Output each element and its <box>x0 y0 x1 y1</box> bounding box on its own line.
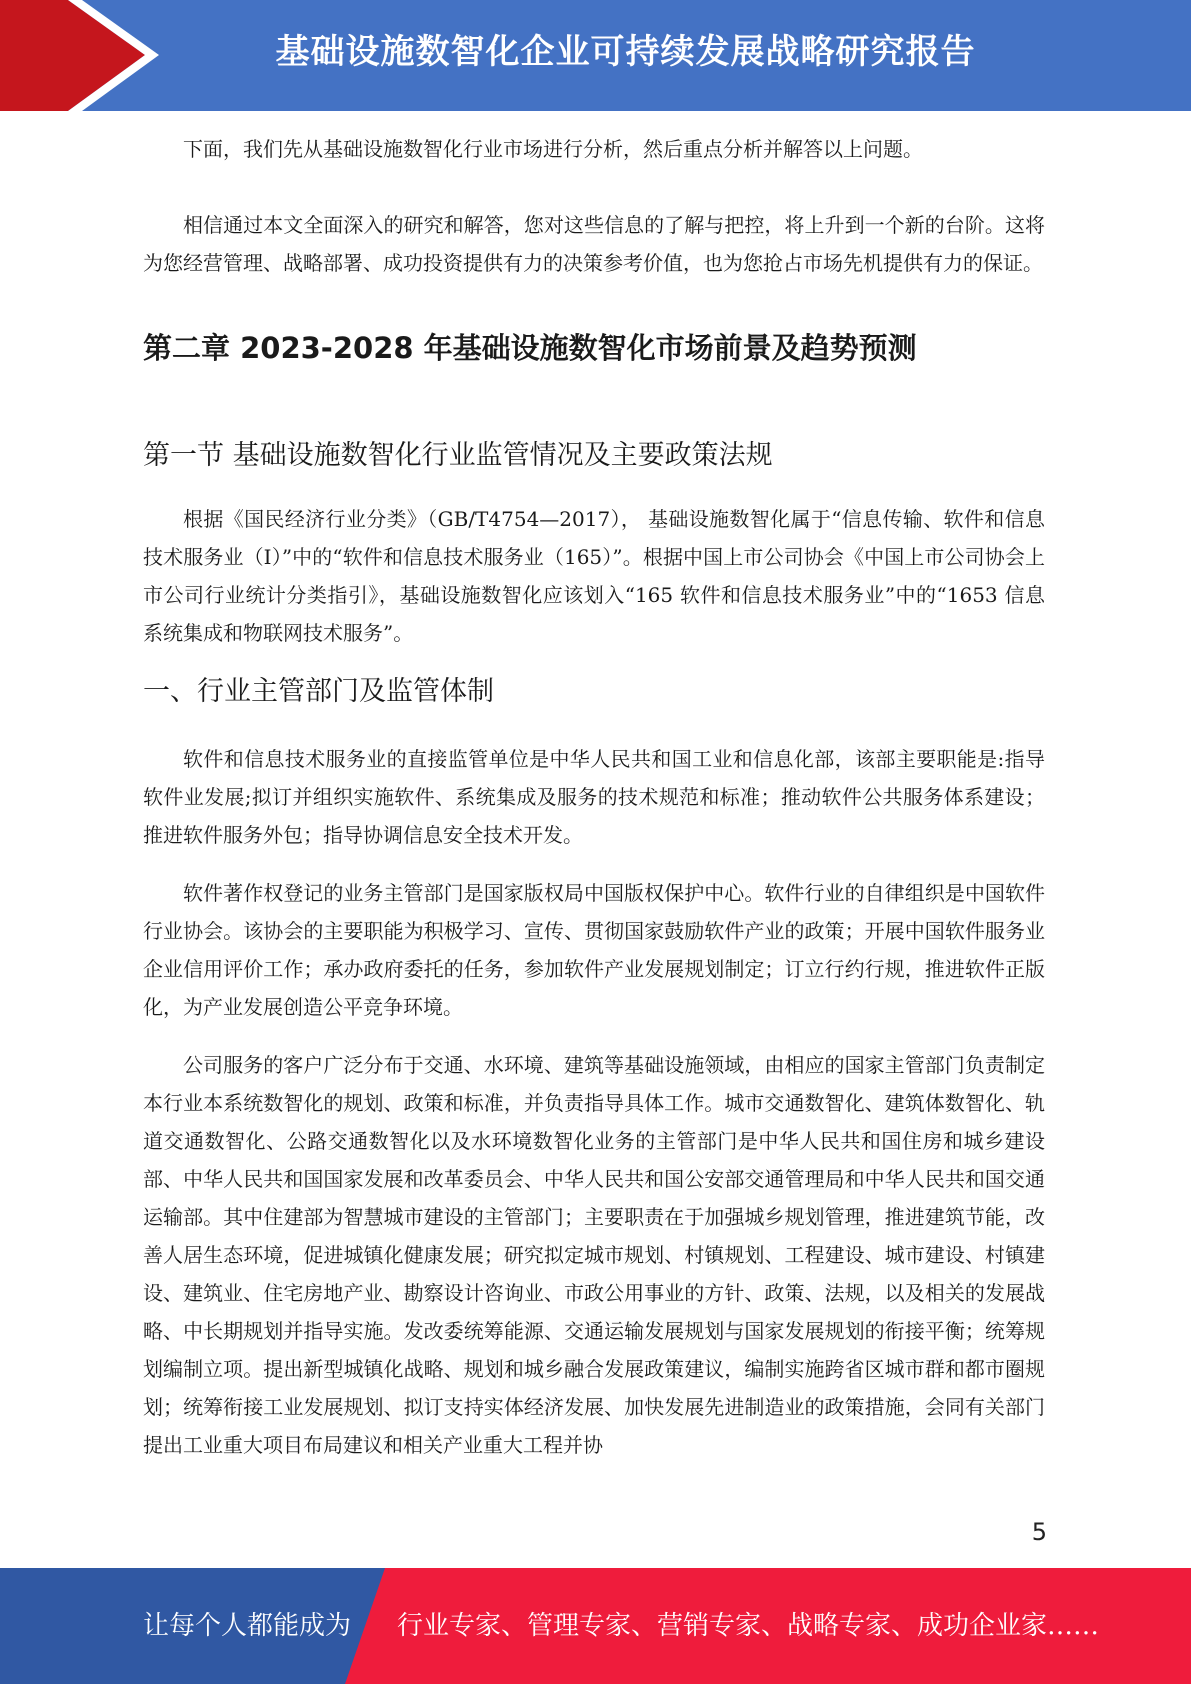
page-number: 5 <box>1031 1518 1047 1546</box>
section-heading: 第一节 基础设施数智化行业监管情况及主要政策法规 <box>143 440 773 471</box>
intro-paragraph-1: 下面，我们先从基础设施数智化行业市场进行分析，然后重点分析并解答以上问题。 <box>183 137 923 161</box>
document-body <box>143 130 1045 1464</box>
classification-paragraph: 根据《国民经济行业分类》（GB/T4754—2017）， 基础设施数智化属于“信息传输、软件和信息技术服务业（I）”中的“软件和信息技术服务业（165）”。根据中国上市公司协会《中国上市公司协会上市公司行业统计分类指引》，基础设施数智化应该划入“165 软件和信息技术服务业”中的“1653 信息系统集成和物联网技术服务”。 <box>143 507 1045 645</box>
subsection-heading: 一、行业主管部门及监管体制 <box>143 676 494 707</box>
copyright-paragraph: 软件著作权登记的业务主管部门是国家版权局中国版权保护中心。软件行业的自律组织是中国软件行业协会。该协会的主要职能为积极学习、宣传、贯彻国家鼓励软件产业的政策；开展中国软件服务业企业信用评价工作；承办政府委托的任务，参加软件产业发展规划制定；订立行约行规，推进软件正版化，为产业发展创造公平竞争环境。 <box>143 881 1045 1019</box>
intro-paragraph-2: 相信通过本文全面深入的研究和解答，您对这些信息的了解与把控，将上升到一个新的台阶。这将为您经营管理、战略部署、成功投资提供有力的决策参考价值，也为您抢占市场先机提供有力的保证。 <box>143 213 1045 275</box>
customers-paragraph: 公司服务的客户广泛分布于交通、水环境、建筑等基础设施领域，由相应的国家主管部门负责制定本行业本系统数智化的规划、政策和标准，并负责指导具体工作。城市交通数智化、建筑体数智化、轨道交通数智化、公路交通数智化以及水环境数智化业务的主管部门是中华人民共和国住房和城乡建设部、中华人民共和国国家发展和改革委员会、中华人民共和国公安部交通管理局和中华人民共和国交通运输部。其中住建部为智慧城市建设的主管部门；主要职责在于加强城乡规划管理，推进建筑节能，改善人居生态环境，促进城镇化健康发展；研究拟定城市规划、村镇规划、工程建设、城市建设、村镇建设、建筑业、住宅房地产业、勘察设计咨询业、市政公用事业的方针、政策、法规，以及相关的发展战略、中长期规划并指导实施。发改委统筹能源、交通运输发展规划与国家发展规划的衔接平衡；统筹规划编制立项。提出新型城镇化战略、规划和城乡融合发展政策建议，编制实施跨省区城市群和都市圈规划；统筹衔接工业发展规划、拟订支持实体经济发展、加快发展先进制造业的政策措施，会同有关部门提出工业重大项目布局建议和相关产业重大工程并协 <box>143 1053 1045 1457</box>
chapter-heading: 第二章 2023-2028 年基础设施数智化市场前景及趋势预测 <box>143 331 917 365</box>
footer-banner <box>0 1568 1191 1684</box>
header-banner <box>0 0 1191 111</box>
header-chevron-red <box>0 0 145 111</box>
footer-slogan-right: 行业专家、管理专家、营销专家、战略专家、成功企业家…… <box>397 1611 1100 1641</box>
regulator-paragraph: 软件和信息技术服务业的直接监管单位是中华人民共和国工业和信息化部，该部主要职能是:指导软件业发展;拟订并组织实施软件、系统集成及服务的技术规范和标准；推动软件公共服务体系建设；推进软件服务外包；指导协调信息安全技术开发。 <box>143 747 1045 847</box>
report-title: 基础设施数智化企业可持续发展战略研究报告 <box>275 32 976 72</box>
footer-slogan-left: 让每个人都能成为 <box>143 1611 352 1641</box>
